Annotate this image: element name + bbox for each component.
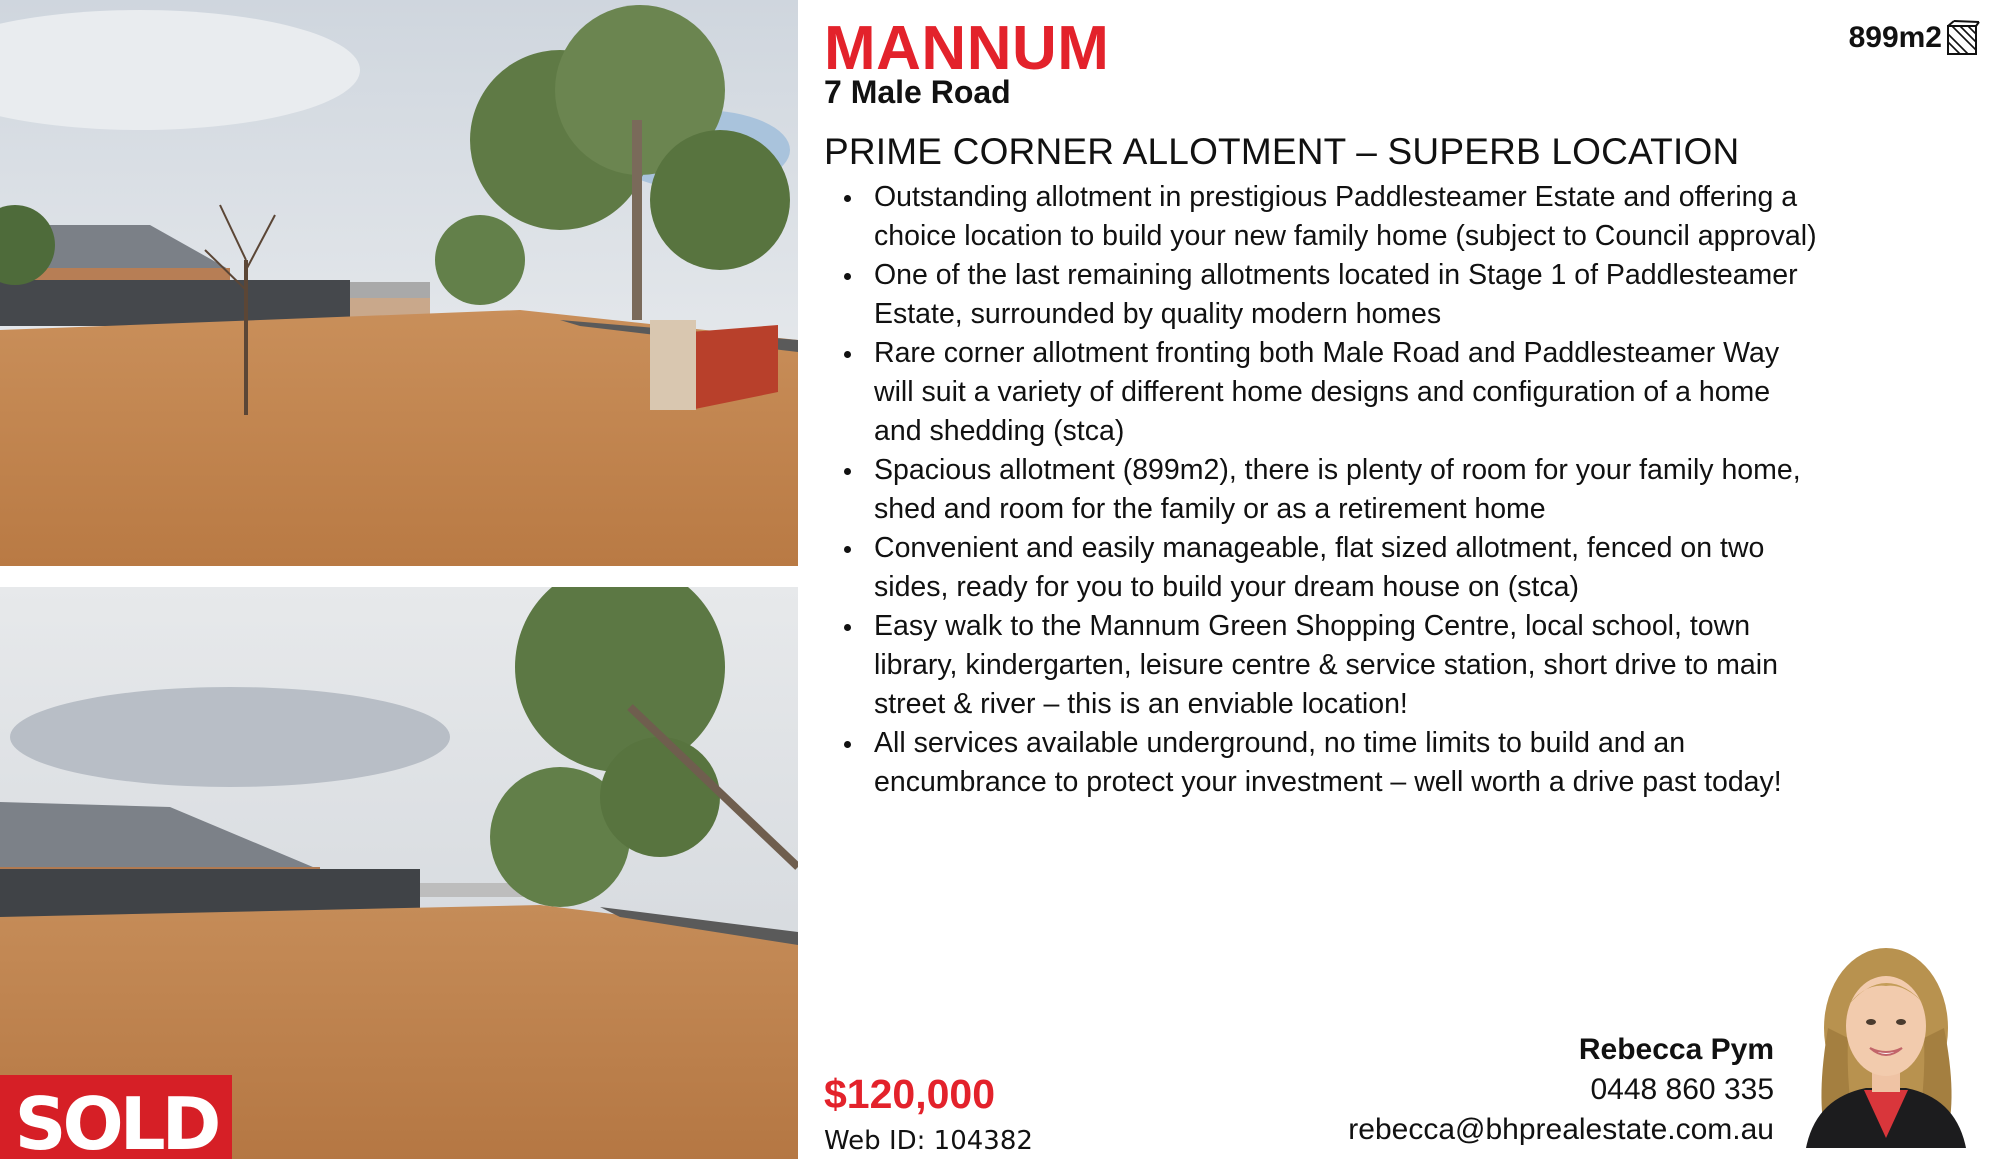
feature-item: Rare corner allotment fronting both Male Road and Paddlesteamer Way will suit a variety of different home designs and configuration of a home and shedding (stca) [840, 334, 1820, 451]
feature-item: Outstanding allotment in prestigious Paddlesteamer Estate and offering a choice location to build your new family home (subject to Council approval) [840, 178, 1820, 256]
feature-item: Easy walk to the Mannum Green Shopping Centre, local school, town library, kindergarten, leisure centre & service station, short drive to main street & river – this is an enviable location! [840, 607, 1820, 724]
feature-list [840, 178, 1820, 802]
price: $120,000 [824, 1071, 996, 1117]
land-size [1849, 20, 1980, 56]
property-photo-street [0, 587, 798, 1159]
land-area-icon [1946, 20, 1980, 56]
feature-item: Convenient and easily manageable, flat sized allotment, fenced on two sides, ready for you to build your dream house on (stca) [840, 529, 1820, 607]
feature-item: Spacious allotment (899m2), there is plenty of room for your family home, shed and room for the family or as a retirement home [840, 451, 1820, 529]
listing-headline: PRIME CORNER ALLOTMENT – SUPERB LOCATION [824, 131, 1740, 172]
property-photo-corner [0, 0, 798, 566]
agent-phone[interactable]: 0448 860 335 [1590, 1073, 1774, 1106]
land-size-value: 899m2 [1848, 21, 1942, 54]
sold-badge: SOLD [0, 1075, 232, 1159]
suburb-title: MANNUM [824, 14, 1110, 83]
agent-contact [1348, 1030, 1774, 1150]
agent-photo [1786, 938, 1986, 1148]
feature-item: One of the last remaining allotments located in Stage 1 of Paddlesteamer Estate, surrounded by quality modern homes [840, 256, 1820, 334]
web-id: Web ID: 104382 [824, 1126, 1033, 1156]
agent-name: Rebecca Pym [1578, 1033, 1774, 1066]
feature-item: All services available underground, no time limits to build and an encumbrance to protect your investment – well worth a drive past today! [840, 724, 1820, 802]
street-address: 7 Male Road [824, 74, 1011, 110]
agent-email[interactable]: rebecca@bhprealestate.com.au [1348, 1113, 1774, 1146]
